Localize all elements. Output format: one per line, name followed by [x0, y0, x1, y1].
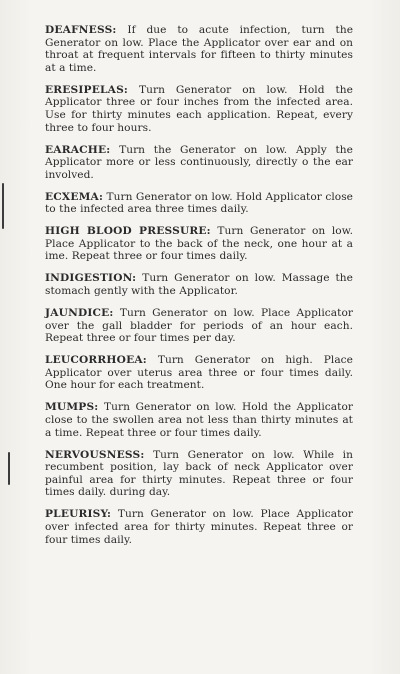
margin-mark — [8, 452, 10, 485]
entry-text: Turn Generator on low. While in recumbent position, lay back of neck Applicator over painful area for thirty minutes. Repeat three or four times daily. during day. — [45, 448, 353, 499]
entry-term: HIGH BLOOD PRESSURE: — [45, 225, 211, 238]
entry-text: Turn Generator on low. Hold Applicator close to the infected area three times daily. — [45, 190, 354, 216]
entry-eresipelas — [45, 84, 353, 134]
entry-deafness — [45, 24, 353, 74]
entry-text: Turn Generator on low. Place Applicator over infected area for thirty minutes. Repeat three or four times daily. — [45, 508, 353, 546]
entry-text: Turn Generator on low. Place Applicator to the back of the neck, one hour at a ime. Repeat three or four times daily. — [45, 225, 354, 263]
entry-mumps — [45, 401, 353, 439]
entry-text: Turn the Generator on low. Apply the Applicator more or less continuously, directly o the ear involved. — [45, 143, 353, 181]
entry-term: NERVOUSNESS: — [45, 448, 145, 461]
entry-nervousness — [45, 449, 353, 499]
margin-mark — [2, 183, 4, 229]
entry-high-blood-pressure — [45, 225, 353, 263]
entry-term: JAUNDICE: — [45, 307, 114, 320]
entry-term: INDIGESTION: — [45, 272, 137, 285]
entry-earache — [45, 144, 353, 182]
entry-jaundice — [45, 307, 353, 345]
entry-text: Turn Generator on high. Place Applicator over uterus area three or four times daily. One hour for each treatment. — [45, 354, 353, 392]
entry-term: ERESIPELAS: — [45, 83, 129, 96]
entry-text: Turn Generator on low. Hold the Applicator close to the swollen area not less than thirty minutes at a time. Repeat three or four times daily. — [45, 401, 354, 439]
entry-term: ECXEMA: — [45, 190, 104, 203]
entry-term: MUMPS: — [45, 401, 99, 414]
entry-term: PLEURISY: — [45, 508, 112, 521]
entry-term: EARACHE: — [45, 143, 111, 156]
entry-indigestion — [45, 272, 353, 297]
entry-text: If due to acute infection, turn the Generator on low. Place the Applicator over ear and on throat at frequent intervals for fifteen to thirty minutes at a time. — [45, 24, 354, 74]
entry-term: DEAFNESS: — [45, 24, 117, 36]
entry-text: Turn Generator on low. Hold the Applicator three or four inches from the infected area. Use for thirty minutes each application. Repeat, every three to four hours. — [45, 83, 353, 134]
entry-leucorrhoea — [45, 354, 353, 392]
entry-text: Turn Generator on low. Place Applicator over the gall bladder for periods of an hour each. Repeat three or four times per day. — [45, 307, 353, 345]
entry-ecxema — [45, 191, 353, 216]
entry-pleurisy — [45, 508, 353, 546]
entry-list — [45, 24, 353, 555]
entry-text: Turn Generator on low. Massage the stomach gently with the Applicator. — [45, 272, 353, 298]
entry-term: LEUCORRHOEA: — [45, 354, 147, 367]
